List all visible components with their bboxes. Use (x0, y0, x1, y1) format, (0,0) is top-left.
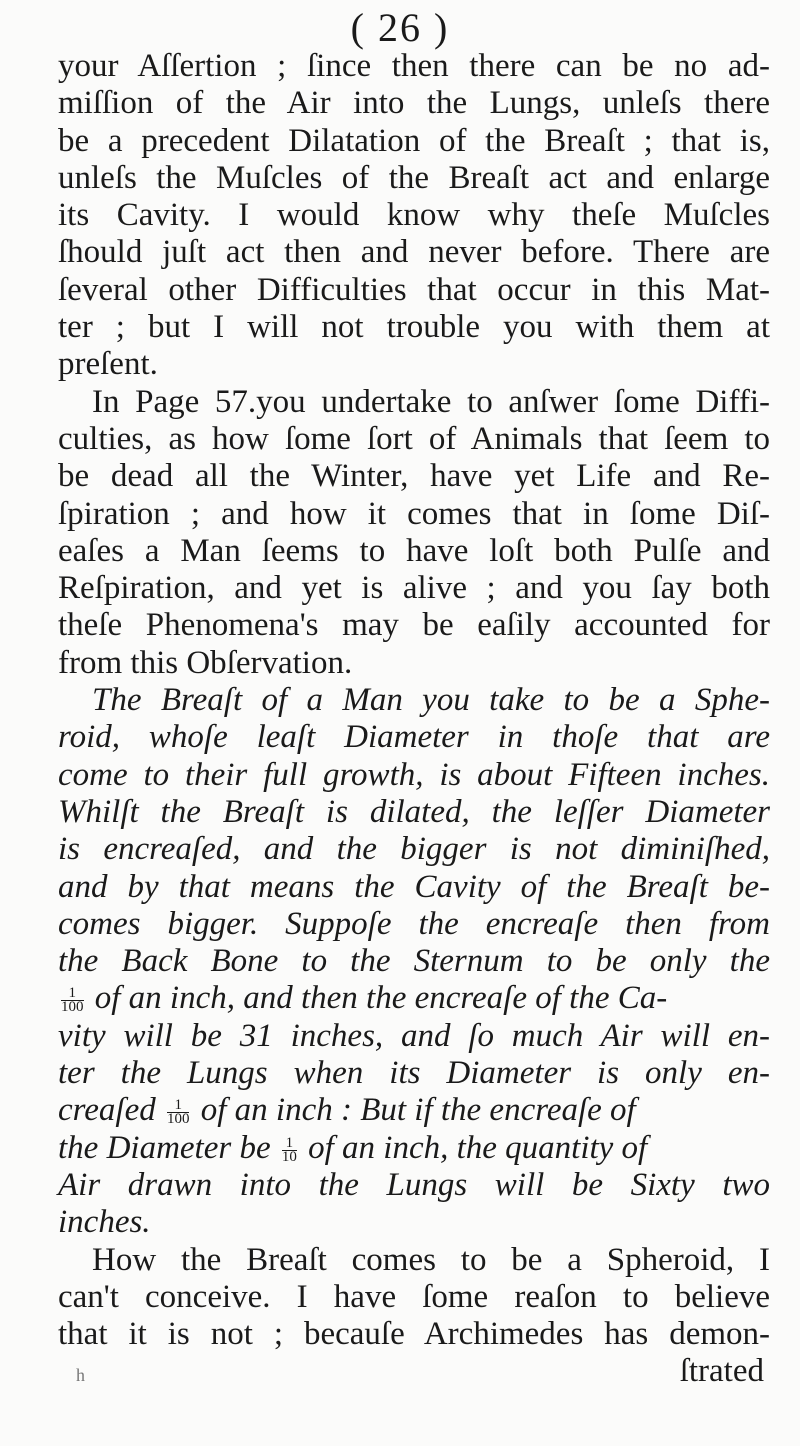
text-line: and by that means the Cavity of the Breaſt be- (58, 868, 770, 905)
catchword: ſtrated (679, 1353, 764, 1390)
text-line: miſſion of the Air into the Lungs, unleſs there (58, 85, 770, 122)
text-line (58, 1353, 770, 1390)
text-line: ter ; but I will not trouble you with them at (58, 309, 770, 346)
text-fragment: the Diameter be (58, 1129, 271, 1166)
text-line: Air drawn into the Lungs will be Sixty two (58, 1166, 770, 1203)
text-line: In Page 57.you undertake to anſwer ſome Diffi- (92, 383, 770, 420)
text-line: come to their full growth, is about Fifteen inches. (58, 756, 770, 793)
text-line: is encreaſed, and the bigger is not diminiſhed, (58, 831, 770, 868)
text-line: preſent. (58, 346, 158, 383)
fraction: $\frac{1}{10}$ (281, 1134, 297, 1165)
text-line: ſhould juſt act then and never before. There are (58, 234, 770, 271)
text-line: ter the Lungs when its Diameter is only en- (58, 1055, 770, 1092)
fraction: $\frac{1}{100}$ (61, 985, 84, 1016)
text-line: be a precedent Dilatation of the Breaſt ; that is, (58, 122, 770, 159)
text-fragment: creaſed (58, 1092, 156, 1129)
text-line: the Back Bone to the Sternum to be only the (58, 943, 770, 980)
text-line: can't conceive. I have ſome reaſon to believe (58, 1278, 770, 1315)
text-line: ſpiration ; and how it comes that in ſome Diſ- (58, 495, 770, 532)
text-line: The Breaſt of a Man you take to be a Sphe- (92, 682, 770, 719)
text-line: roid, whoſe leaſt Diameter in thoſe that are (58, 719, 770, 756)
text-line: be dead all the Winter, have yet Life and Re- (58, 458, 770, 495)
text-fragment: of an inch : But if the encreaſe of (200, 1092, 636, 1129)
signature-mark: h (76, 1365, 85, 1386)
text-line (58, 980, 770, 1017)
text-line: Reſpiration, and yet is alive ; and you ſay both (58, 570, 770, 607)
text-line: unleſs the Muſcles of the Breaſt act and enlarge (58, 159, 770, 196)
text-line: from this Obſervation. (58, 644, 353, 681)
text-fragment: of an inch, and then the encreaſe of the Ca- (94, 980, 668, 1017)
text-line (58, 1092, 770, 1129)
text-line: theſe Phenomena's may be eaſily accounted for (58, 607, 770, 644)
text-line (58, 1130, 770, 1167)
text-line: vity will be 31 inches, and ſo much Air will en- (58, 1017, 770, 1054)
text-line: comes bigger. Suppoſe the encreaſe then from (58, 905, 770, 942)
page-number: ( 26 ) (350, 5, 450, 50)
text-line: its Cavity. I would know why theſe Muſcles (58, 197, 770, 234)
text-line: culties, as how ſome ſort of Animals that ſeem to (58, 420, 770, 457)
text-line: your Aſſertion ; ſince then there can be no ad- (58, 48, 770, 84)
text-fragment: of an inch, the quantity of (308, 1129, 648, 1166)
text-line: How the Breaſt comes to be a Spheroid, I (92, 1241, 770, 1278)
text-line: inches. (58, 1204, 151, 1241)
text-line: ſeveral other Difficulties that occur in this Mat- (58, 271, 770, 308)
body-text (58, 48, 770, 1391)
fraction: $\frac{1}{100}$ (166, 1097, 190, 1128)
text-line: that it is not ; becauſe Archimedes has demon- (58, 1316, 770, 1353)
text-line: eaſes a Man ſeems to have loſt both Pulſe and (58, 532, 770, 569)
text-line: Whilſt the Breaſt is dilated, the leſſer Diameter (58, 793, 770, 830)
